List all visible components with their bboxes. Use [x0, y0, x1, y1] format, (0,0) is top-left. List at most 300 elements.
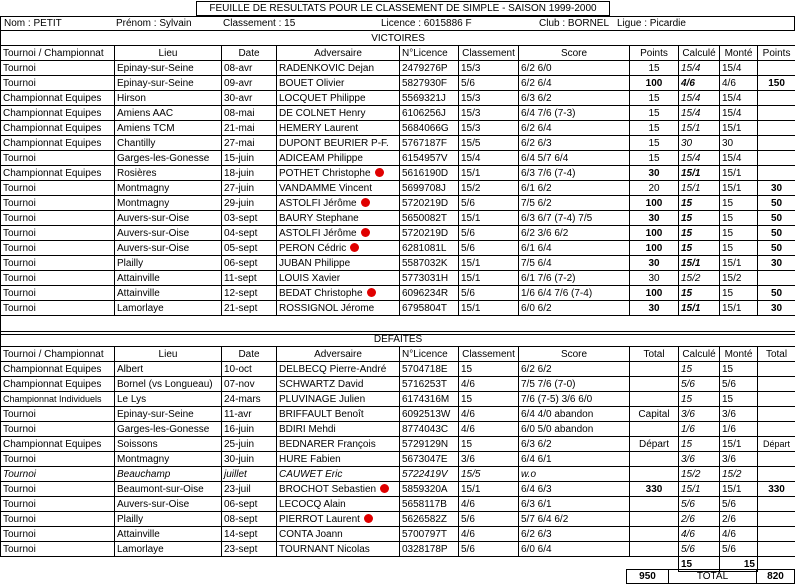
player-firstname: Prénom : Sylvain [116, 18, 192, 29]
defeat-row [1, 497, 795, 512]
competition-type: Tournoi [1, 256, 115, 271]
location: Lamorlaye [115, 301, 222, 316]
points: 30 [630, 271, 679, 286]
defeats-header: Lieu [115, 347, 222, 362]
match-date: 21-mai [222, 121, 277, 136]
match-date: 29-juin [222, 196, 277, 211]
competition-type: Tournoi [1, 482, 115, 497]
match-score: 6/1 7/6 (7-2) [519, 271, 630, 286]
total-final: Départ [758, 437, 795, 452]
location: Auvers-sur-Oise [115, 211, 222, 226]
promoted-ranking: 15/4 [720, 91, 758, 106]
defeats-header: Total [630, 347, 679, 362]
opponent-cell [277, 542, 400, 557]
match-score: 6/2 6/4 [519, 121, 630, 136]
victories-header: Classement [459, 46, 519, 61]
defeat-row [1, 482, 795, 497]
sheet-title: FEUILLE DE RESULTATS POUR LE CLASSEMENT DE SIMPLE - SAISON 1999-2000 [196, 1, 610, 16]
opponent-name: RADENKOVIC Dejan [279, 62, 375, 74]
licence-number: 5704718E [400, 362, 459, 377]
points: 15 [630, 91, 679, 106]
promoted-ranking: 15 [720, 362, 758, 377]
match-date: 06-sept [222, 497, 277, 512]
victory-row [1, 196, 795, 211]
opponent-ranking: 4/6 [459, 497, 519, 512]
match-date: 05-sept [222, 241, 277, 256]
competition-type: Championnat Equipes [1, 106, 115, 121]
opponent-ranking: 4/6 [459, 407, 519, 422]
match-score: 6/2 3/6 6/2 [519, 226, 630, 241]
computed-ranking: 15 [679, 196, 720, 211]
points: 30 [630, 166, 679, 181]
promoted-ranking: 15 [720, 392, 758, 407]
points-final: 50 [758, 241, 795, 256]
computed-ranking: 15 [679, 392, 720, 407]
opponent-name: ASTOLFI Jérôme [279, 197, 357, 209]
defeat-row [1, 377, 795, 392]
opponent-name: ADICEAM Philippe [279, 152, 363, 164]
promoted-ranking: 5/6 [720, 497, 758, 512]
total: 330 [630, 482, 679, 497]
computed-ranking: 15/1 [679, 482, 720, 497]
defeat-row [1, 422, 795, 437]
competition-type: Tournoi [1, 271, 115, 286]
opponent-ranking: 4/6 [459, 377, 519, 392]
opponent-name: PERON Cédric [279, 242, 347, 254]
points: 100 [630, 226, 679, 241]
match-score: 6/3 6/2 [519, 437, 630, 452]
opponent-cell [277, 136, 400, 151]
victory-row [1, 226, 795, 241]
total [630, 422, 679, 437]
match-date: 30-avr [222, 91, 277, 106]
opponent-ranking: 15/4 [459, 151, 519, 166]
computed-ranking: 30 [679, 136, 720, 151]
total-final [758, 527, 795, 542]
opponent-name: LOUIS Xavier [279, 272, 341, 284]
red-dot-icon [364, 514, 373, 523]
match-score: 6/4 5/7 6/4 [519, 151, 630, 166]
computed-ranking: 15 [679, 286, 720, 301]
match-score: 6/3 6/7 (7-4) 7/5 [519, 211, 630, 226]
opponent-name: ROSSIGNOL Jérome [279, 302, 375, 314]
defeats-header: Date [222, 347, 277, 362]
total-final [758, 467, 795, 482]
defeat-row [1, 452, 795, 467]
match-date: 14-sept [222, 527, 277, 542]
points: 15 [630, 106, 679, 121]
defeats-header: Total [758, 347, 795, 362]
promoted-ranking: 2/6 [720, 512, 758, 527]
total-final: 330 [758, 482, 795, 497]
match-date: 03-sept [222, 211, 277, 226]
competition-type: Tournoi [1, 76, 115, 91]
opponent-cell [277, 392, 400, 407]
victories-header: Calculé [679, 46, 720, 61]
licence-number: 6281081L [400, 241, 459, 256]
licence-number: 6154957V [400, 151, 459, 166]
location: Garges-les-Gonesse [115, 422, 222, 437]
opponent-name: HURE Fabien [279, 453, 341, 465]
points: 100 [630, 76, 679, 91]
match-date: 04-sept [222, 226, 277, 241]
victory-row [1, 151, 795, 166]
location: Amiens TCM [115, 121, 222, 136]
total-final [758, 452, 795, 467]
match-score: 6/4 7/6 (7-3) [519, 106, 630, 121]
promoted-ranking: 15 [720, 196, 758, 211]
opponent-ranking: 15/1 [459, 271, 519, 286]
licence-number: 6096234R [400, 286, 459, 301]
competition-type: Tournoi [1, 467, 115, 482]
victories-table [0, 30, 795, 335]
points: 15 [630, 151, 679, 166]
opponent-cell [277, 61, 400, 76]
total [630, 452, 679, 467]
opponent-cell [277, 226, 400, 241]
competition-type: Tournoi [1, 241, 115, 256]
total [630, 542, 679, 557]
total-final [758, 422, 795, 437]
defeats-header: Classement [459, 347, 519, 362]
player-licence: Licence : 6015886 F [381, 18, 472, 29]
points-final [758, 271, 795, 286]
location: Attainville [115, 286, 222, 301]
defeats-section-title: DEFAITES [1, 332, 795, 347]
opponent-name: BEDNARER François [279, 438, 376, 450]
match-score: 7/5 6/2 [519, 196, 630, 211]
match-date: 10-oct [222, 362, 277, 377]
opponent-cell [277, 512, 400, 527]
defeats-header: N°Licence [400, 347, 459, 362]
computed-ranking: 2/6 [679, 512, 720, 527]
victory-row [1, 76, 795, 91]
points-final [758, 121, 795, 136]
licence-number: 8774043C [400, 422, 459, 437]
match-date: 08-avr [222, 61, 277, 76]
match-date: 25-juin [222, 437, 277, 452]
match-score: 6/0 6/4 [519, 542, 630, 557]
opponent-ranking: 15 [459, 392, 519, 407]
location: Attainville [115, 271, 222, 286]
promoted-ranking: 5/6 [720, 542, 758, 557]
points: 100 [630, 241, 679, 256]
licence-number: 6795804T [400, 301, 459, 316]
opponent-name: BROCHOT Sebastien [279, 483, 377, 495]
opponent-ranking: 5/6 [459, 226, 519, 241]
opponent-ranking: 5/6 [459, 286, 519, 301]
licence-number: 5650082T [400, 211, 459, 226]
victory-row [1, 256, 795, 271]
competition-type: Championnat Equipes [1, 377, 115, 392]
opponent-name: LOCQUET Philippe [279, 92, 366, 104]
computed-ranking: 15/1 [679, 256, 720, 271]
victory-row [1, 181, 795, 196]
opponent-ranking: 5/6 [459, 196, 519, 211]
points-final: 50 [758, 211, 795, 226]
opponent-ranking: 15/3 [459, 106, 519, 121]
match-score: 6/3 6/2 [519, 91, 630, 106]
red-dot-icon [380, 484, 389, 493]
competition-type: Tournoi [1, 286, 115, 301]
competition-type: Tournoi [1, 181, 115, 196]
competition-type: Tournoi [1, 301, 115, 316]
opponent-cell [277, 106, 400, 121]
computed-ranking: 15 [679, 437, 720, 452]
location: Montmagny [115, 452, 222, 467]
licence-number: 5722419V [400, 467, 459, 482]
opponent-name: DUPONT BEURIER P-F. [279, 137, 389, 149]
points-final: 50 [758, 286, 795, 301]
computed-ranking: 15/1 [679, 181, 720, 196]
computed-ranking: 15 [679, 211, 720, 226]
points-final: 50 [758, 226, 795, 241]
match-date: 08-sept [222, 512, 277, 527]
opponent-name: BEDAT Christophe [279, 287, 363, 299]
promoted-ranking: 15/1 [720, 256, 758, 271]
defeat-row [1, 437, 795, 452]
opponent-ranking: 15/1 [459, 482, 519, 497]
total [630, 497, 679, 512]
match-date: 16-juin [222, 422, 277, 437]
location: Le Lys [115, 392, 222, 407]
points: 15 [630, 121, 679, 136]
points: 15 [630, 136, 679, 151]
promoted-ranking: 15/1 [720, 121, 758, 136]
computed-ranking: 15/2 [679, 467, 720, 482]
location: Epinay-sur-Seine [115, 407, 222, 422]
match-score: 6/2 6/2 [519, 362, 630, 377]
licence-number: 5716253T [400, 377, 459, 392]
licence-number: 5720219D [400, 196, 459, 211]
victories-header: N°Licence [400, 46, 459, 61]
competition-type: Tournoi [1, 542, 115, 557]
victories-header: Monté [720, 46, 758, 61]
computed-ranking: 15 [679, 362, 720, 377]
victories-header: Tournoi / Championnat [1, 46, 115, 61]
points: 30 [630, 211, 679, 226]
defeat-row [1, 467, 795, 482]
opponent-ranking: 15 [459, 362, 519, 377]
match-date: 11-sept [222, 271, 277, 286]
location: Soissons [115, 437, 222, 452]
opponent-cell [277, 482, 400, 497]
match-score: 6/1 6/2 [519, 181, 630, 196]
match-date: 24-mars [222, 392, 277, 407]
competition-type: Tournoi [1, 512, 115, 527]
computed-ranking: 15/2 [679, 271, 720, 286]
totals-bar [0, 569, 795, 584]
location: Lamorlaye [115, 542, 222, 557]
promoted-ranking: 30 [720, 136, 758, 151]
opponent-name: BAURY Stephane [279, 212, 359, 224]
opponent-ranking: 15/3 [459, 91, 519, 106]
licence-number: 5859320A [400, 482, 459, 497]
competition-type: Championnat Equipes [1, 437, 115, 452]
points-final: 50 [758, 196, 795, 211]
match-score: 6/2 6/0 [519, 61, 630, 76]
defeat-row [1, 392, 795, 407]
promoted-ranking: 4/6 [720, 527, 758, 542]
match-date: 09-avr [222, 76, 277, 91]
location: Auvers-sur-Oise [115, 226, 222, 241]
opponent-ranking: 15/2 [459, 181, 519, 196]
licence-number: 6106256J [400, 106, 459, 121]
licence-number: 5729129N [400, 437, 459, 452]
computed-ranking: 3/6 [679, 407, 720, 422]
promoted-ranking: 15/1 [720, 437, 758, 452]
licence-number: 5658117B [400, 497, 459, 512]
points-final [758, 151, 795, 166]
promoted-ranking: 15 [720, 211, 758, 226]
match-score: 1/6 6/4 7/6 (7-4) [519, 286, 630, 301]
opponent-cell [277, 362, 400, 377]
licence-number: 5587032K [400, 256, 459, 271]
location: Rosières [115, 166, 222, 181]
opponent-ranking: 5/6 [459, 542, 519, 557]
victories-header-row [1, 46, 795, 61]
opponent-cell [277, 196, 400, 211]
opponent-name: ASTOLFI Jérôme [279, 227, 357, 239]
total [630, 512, 679, 527]
promoted-ranking: 15/2 [720, 271, 758, 286]
location: Chantilly [115, 136, 222, 151]
red-dot-icon [350, 243, 359, 252]
opponent-name: JUBAN Philippe [279, 257, 351, 269]
defeats-header: Calculé [679, 347, 720, 362]
competition-type: Championnat Equipes [1, 121, 115, 136]
location: Plailly [115, 512, 222, 527]
match-score: 5/7 6/4 6/2 [519, 512, 630, 527]
match-date: 06-sept [222, 256, 277, 271]
promoted-ranking: 3/6 [720, 452, 758, 467]
total-right: 820 [756, 569, 795, 584]
opponent-name: CONTA Joann [279, 528, 343, 540]
computed-ranking: 15 [679, 241, 720, 256]
opponent-ranking: 3/6 [459, 452, 519, 467]
promoted-ranking: 15/4 [720, 106, 758, 121]
location: Montmagny [115, 196, 222, 211]
location: Plailly [115, 256, 222, 271]
location: Epinay-sur-Seine [115, 61, 222, 76]
opponent-cell [277, 181, 400, 196]
competition-type: Tournoi [1, 61, 115, 76]
licence-number: 0328178P [400, 542, 459, 557]
computed-ranking: 15/1 [679, 301, 720, 316]
location: Bornel (vs Longueau) [115, 377, 222, 392]
total: Capital [630, 407, 679, 422]
opponent-ranking: 15/5 [459, 136, 519, 151]
opponent-name: LECOCQ Alain [279, 498, 346, 510]
victory-row [1, 241, 795, 256]
licence-number: 5699708J [400, 181, 459, 196]
competition-type: Championnat Equipes [1, 91, 115, 106]
opponent-cell [277, 211, 400, 226]
match-date: 12-sept [222, 286, 277, 301]
points-final [758, 166, 795, 181]
victories-header: Lieu [115, 46, 222, 61]
licence-number: 5773031H [400, 271, 459, 286]
total-final [758, 407, 795, 422]
location: Attainville [115, 527, 222, 542]
defeats-header: Adversaire [277, 347, 400, 362]
victory-row [1, 166, 795, 181]
opponent-cell [277, 271, 400, 286]
opponent-cell [277, 422, 400, 437]
match-date: 23-sept [222, 542, 277, 557]
match-score: 6/3 6/1 [519, 497, 630, 512]
match-date: juillet [222, 467, 277, 482]
opponent-cell [277, 437, 400, 452]
competition-type: Championnat Equipes [1, 166, 115, 181]
match-score: w.o [519, 467, 630, 482]
opponent-cell [277, 151, 400, 166]
location: Garges-les-Gonesse [115, 151, 222, 166]
opponent-cell [277, 467, 400, 482]
opponent-cell [277, 91, 400, 106]
match-date: 21-sept [222, 301, 277, 316]
promoted-ranking: 15/4 [720, 151, 758, 166]
computed-ranking: 4/6 [679, 527, 720, 542]
opponent-ranking: 15/1 [459, 256, 519, 271]
promoted-ranking: 5/6 [720, 377, 758, 392]
opponent-cell [277, 241, 400, 256]
defeat-row [1, 542, 795, 557]
opponent-cell [277, 256, 400, 271]
competition-type: Tournoi [1, 196, 115, 211]
computed-ranking: 5/6 [679, 497, 720, 512]
promoted-ranking: 15 [720, 226, 758, 241]
match-date: 27-mai [222, 136, 277, 151]
victory-row [1, 121, 795, 136]
victories-header: Score [519, 46, 630, 61]
licence-number: 6174316M [400, 392, 459, 407]
points-final: 30 [758, 301, 795, 316]
opponent-cell [277, 527, 400, 542]
opponent-ranking: 15/1 [459, 211, 519, 226]
points-final [758, 61, 795, 76]
match-date: 27-juin [222, 181, 277, 196]
promoted-ranking: 1/6 [720, 422, 758, 437]
opponent-name: BRIFFAULT Benoît [279, 408, 364, 420]
total-final [758, 512, 795, 527]
total-final [758, 497, 795, 512]
points: 15 [630, 61, 679, 76]
victories-section-title: VICTOIRES [1, 31, 795, 46]
player-info [0, 16, 795, 31]
opponent-cell [277, 452, 400, 467]
player-ranking: Classement : 15 [223, 18, 296, 29]
match-score: 6/2 6/3 [519, 136, 630, 151]
opponent-cell [277, 121, 400, 136]
licence-number: 5684066G [400, 121, 459, 136]
opponent-ranking: 5/6 [459, 512, 519, 527]
points: 30 [630, 256, 679, 271]
match-date: 30-juin [222, 452, 277, 467]
computed-ranking: 15/4 [679, 151, 720, 166]
licence-number: 5569321J [400, 91, 459, 106]
location: Amiens AAC [115, 106, 222, 121]
match-score: 6/0 5/0 abandon [519, 422, 630, 437]
promoted-ranking: 15/1 [720, 482, 758, 497]
competition-type: Tournoi [1, 422, 115, 437]
victories-header: Points [630, 46, 679, 61]
licence-number: 5700797T [400, 527, 459, 542]
opponent-ranking: 15/3 [459, 121, 519, 136]
points: 20 [630, 181, 679, 196]
total-final [758, 377, 795, 392]
competition-type: Tournoi [1, 497, 115, 512]
